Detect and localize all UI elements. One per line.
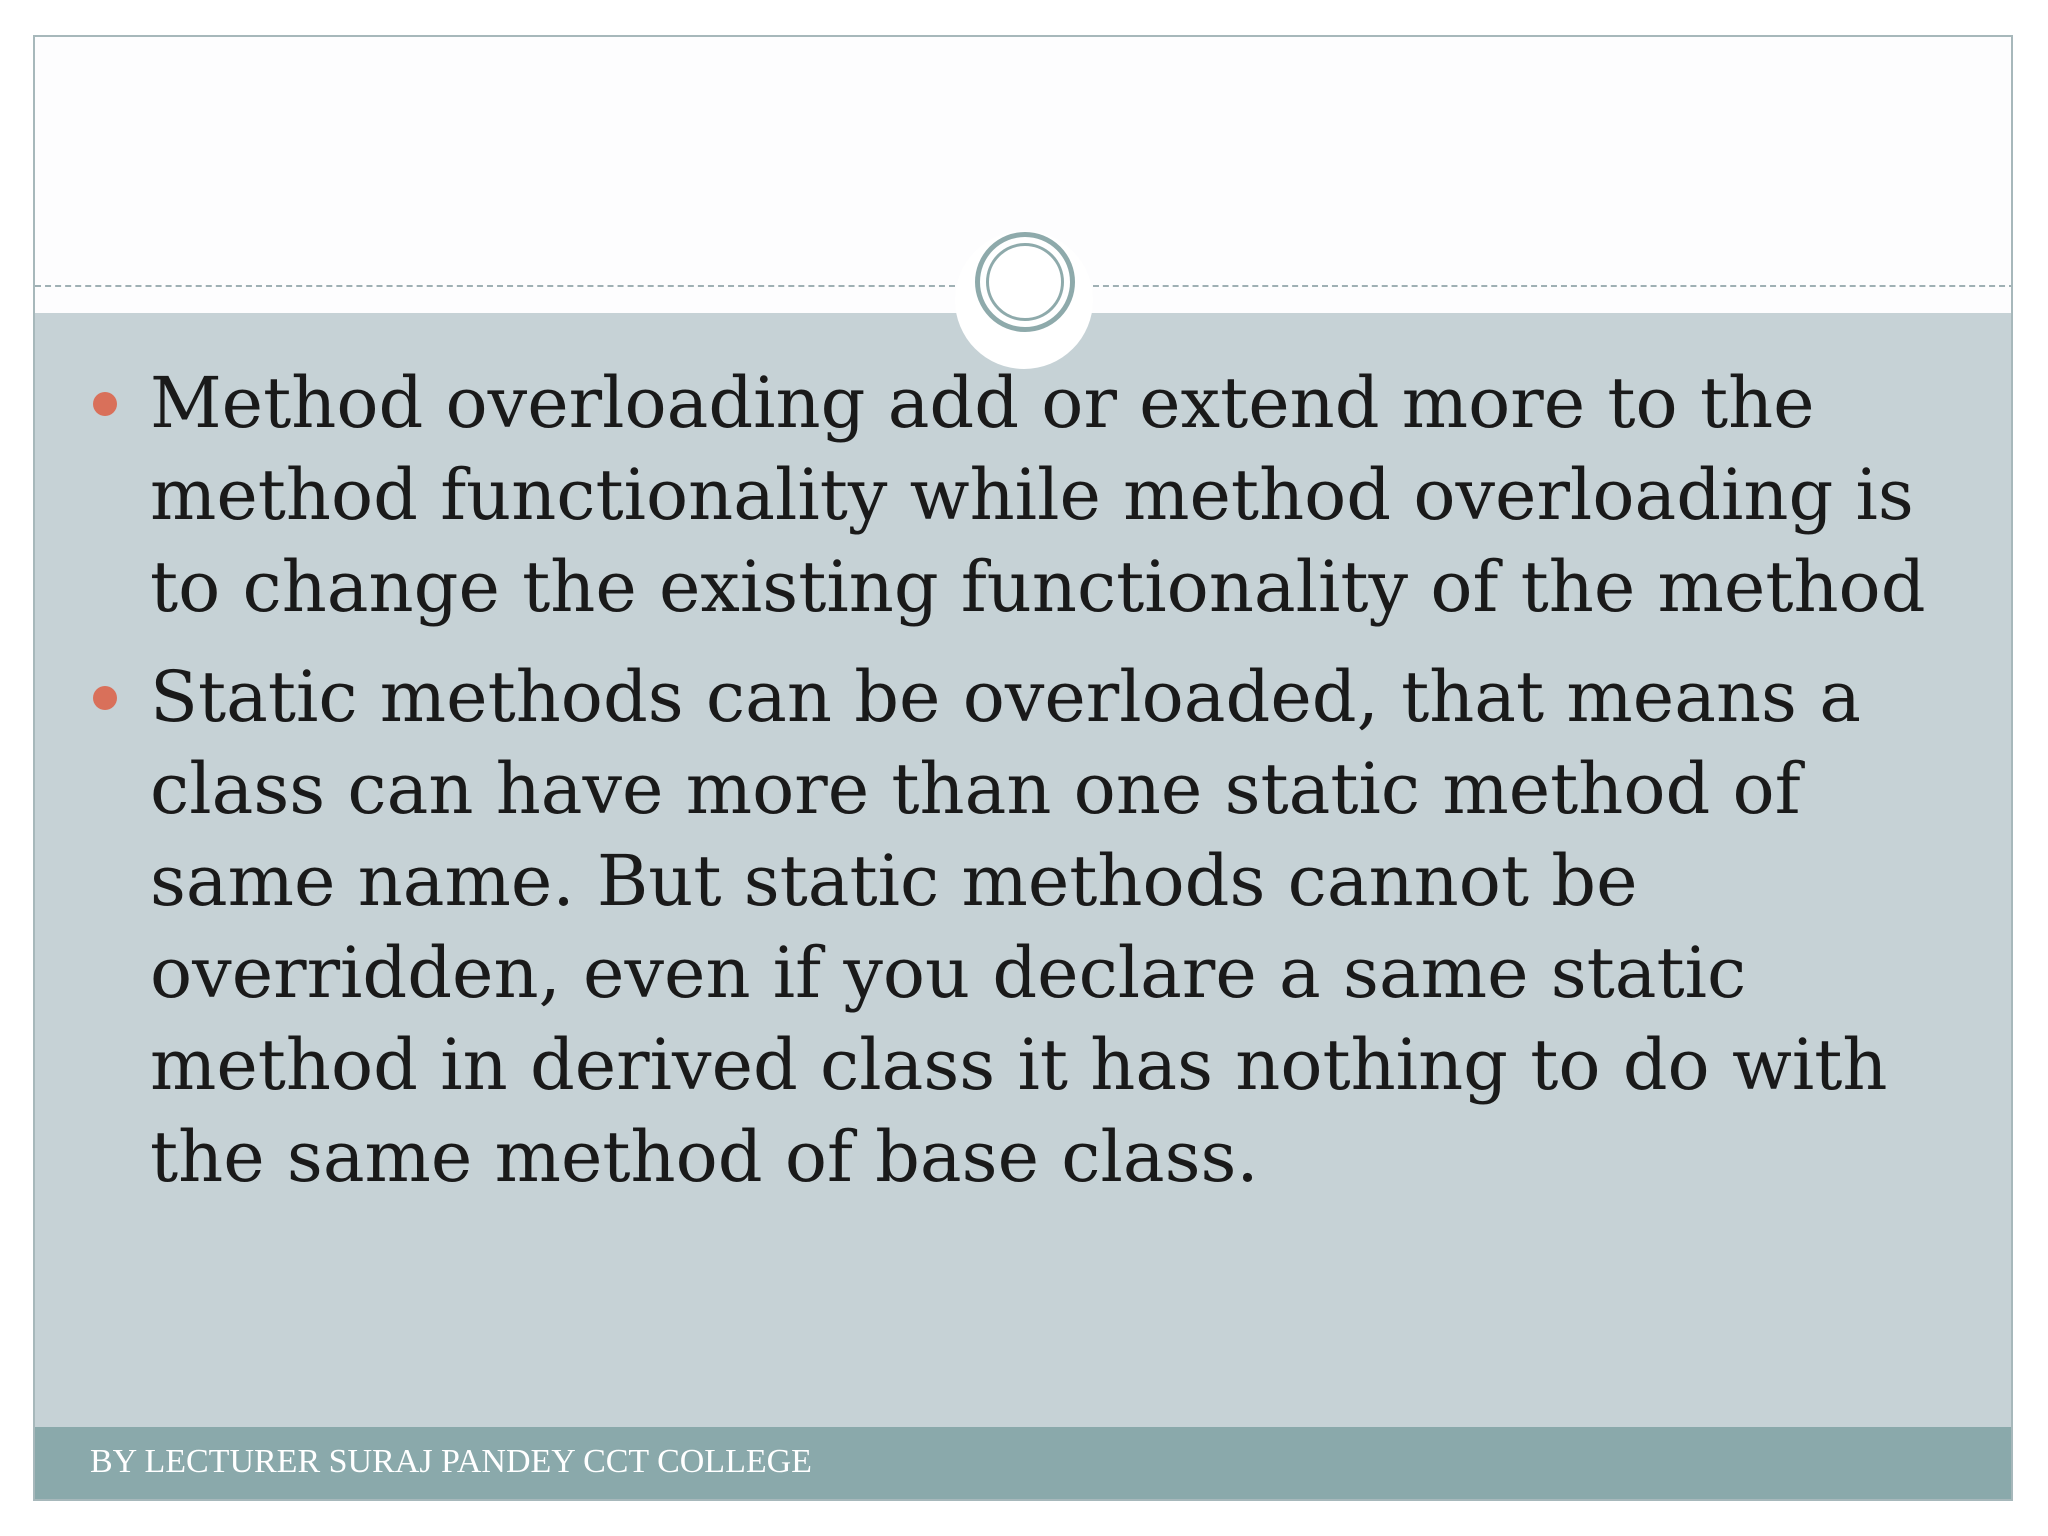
bullet-item [150, 357, 1980, 633]
bullet-text: Method overloading add or extend more to the method functionality while method overloading is to change the existing functionality of the method [150, 362, 1926, 628]
divider-line-right [1093, 285, 2013, 287]
bullet-marker-icon [93, 686, 117, 710]
bullet-list [150, 357, 1980, 1221]
footer-bar [35, 1427, 2011, 1499]
bullet-item [150, 651, 1980, 1203]
divider-line-left [35, 285, 955, 287]
footer-text: BY LECTURER SURAJ PANDEY CCT COLLEGE [90, 1443, 812, 1480]
bullet-text: Static methods can be overloaded, that means a class can have more than one static method of same name. But static methods cannot be overridden, even if you declare a same static method in derived class it has nothing to do with the same method of base class. [150, 656, 1888, 1198]
slide [33, 35, 2013, 1501]
bullet-marker-icon [93, 392, 117, 416]
circle-ornament-inner-ring [986, 243, 1064, 321]
